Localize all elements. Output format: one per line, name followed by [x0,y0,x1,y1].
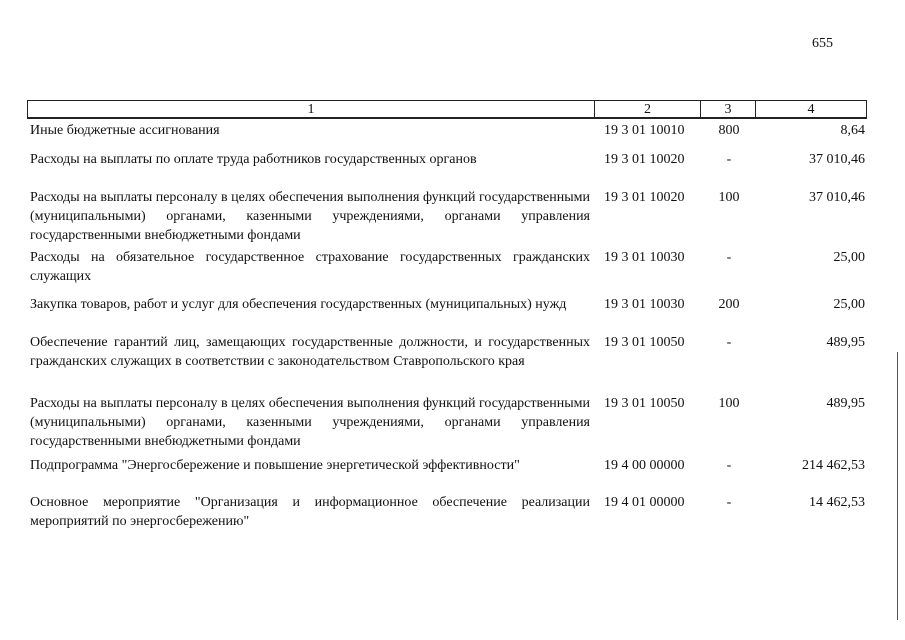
row-code: 19 3 01 10030 [604,297,685,312]
margin-line [897,352,898,620]
row-name: Основное мероприятие "Организация и информационное обеспечение реализации мероприятий по энергосбережению" [30,495,590,529]
row-code: 19 3 01 10020 [604,152,685,167]
row-code: 19 4 00 00000 [604,458,685,473]
row-amount: 489,95 [826,396,865,411]
row-code: 19 3 01 10050 [604,335,685,350]
row-type: - [726,458,732,473]
row-type: 800 [718,123,740,138]
row-amount: 14 462,53 [809,495,865,510]
row-code: 19 4 01 00000 [604,495,685,510]
row-name: Подпрограмма "Энергосбережение и повышение энергетической эффективности" [30,458,520,473]
column-header-3: 3 [724,102,732,117]
row-amount: 25,00 [833,250,865,265]
row-type: - [726,152,732,167]
row-name: Расходы на выплаты персоналу в целях обеспечения выполнения функций государственными (муниципальными) органами, казенными учреждениями, органами управления государственными внебюджетными фондами [30,190,590,243]
row-code: 19 3 01 10020 [604,190,685,205]
row-code: 19 3 01 10050 [604,396,685,411]
row-amount: 489,95 [826,335,865,350]
row-name: Расходы на обязательное государственное страхование государственных гражданских служащих [30,250,590,284]
row-name: Закупка товаров, работ и услуг для обеспечения государственных (муниципальных) нужд [30,297,567,312]
row-amount: 37 010,46 [809,190,865,205]
row-code: 19 3 01 10030 [604,250,685,265]
row-type: - [726,335,732,350]
row-amount: 214 462,53 [802,458,865,473]
row-name: Расходы на выплаты по оплате труда работников государственных органов [30,152,477,167]
row-amount: 25,00 [833,297,865,312]
row-amount: 8,64 [840,123,865,138]
row-amount: 37 010,46 [809,152,865,167]
table-header [27,100,867,119]
column-header-4: 4 [807,102,815,117]
row-type: 100 [718,190,740,205]
row-name: Расходы на выплаты персоналу в целях обеспечения выполнения функций государственными (муниципальными) органами, казенными учреждениями, органами управления государственными внебюджетными фондами [30,396,590,449]
row-name: Иные бюджетные ассигнования [30,123,220,138]
page-number: 655 [812,36,833,51]
row-type: 200 [718,297,740,312]
column-header-1: 1 [307,102,315,117]
column-header-2: 2 [644,102,651,117]
row-type: 100 [718,396,740,411]
row-type: - [726,495,732,510]
row-name: Обеспечение гарантий лиц, замещающих государственные должности, и государственных гражданских служащих в соответствии с законодательством Ставропольского края [30,335,590,369]
row-code: 19 3 01 10010 [604,123,685,138]
row-type: - [726,250,732,265]
